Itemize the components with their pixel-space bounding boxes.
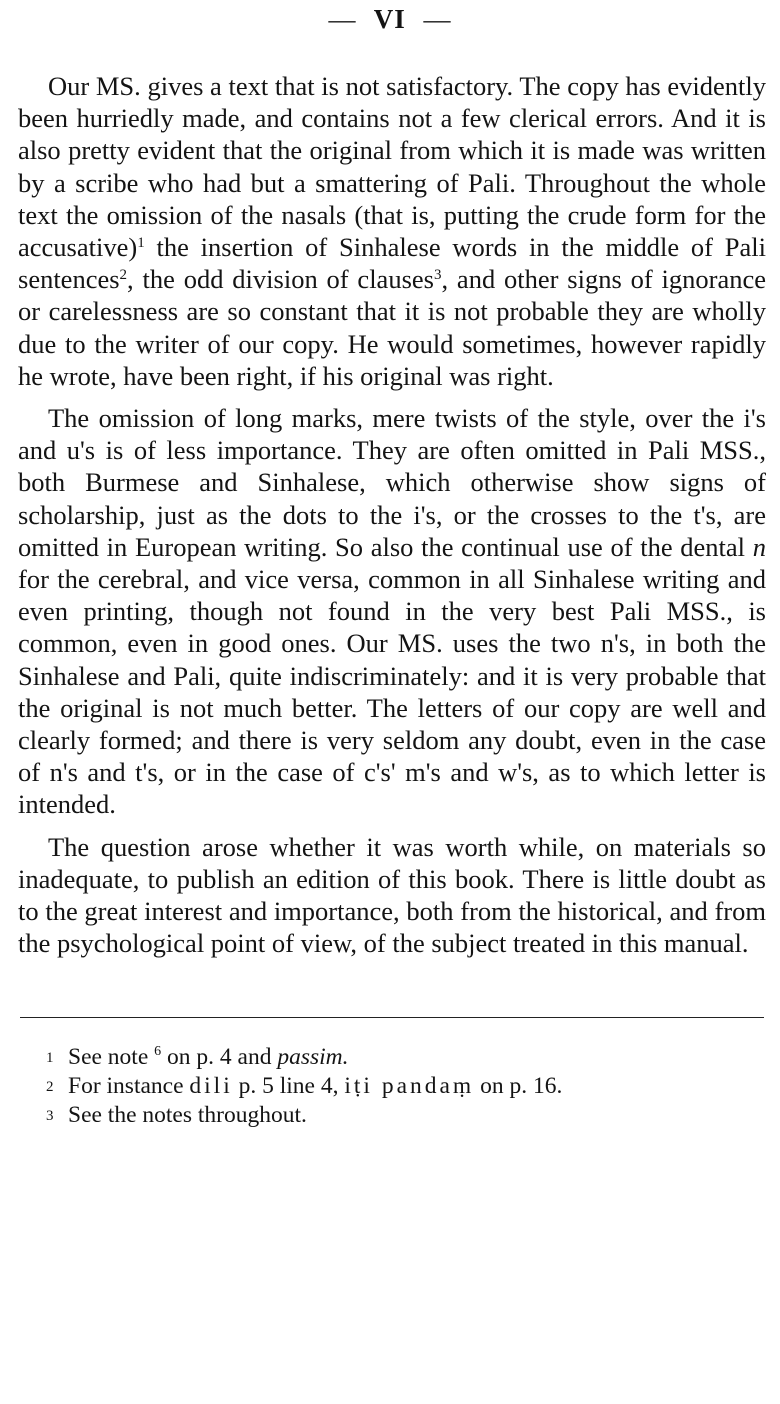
- footnote-3: [46, 1101, 766, 1130]
- footnote-ref-1: 1: [137, 235, 145, 252]
- footnote-1-text-a: See note: [68, 1044, 155, 1070]
- footnote-2-spaced-word-1: dili: [189, 1073, 233, 1099]
- footnote-2-spaced-word-2: iṭi pandaṃ: [344, 1073, 475, 1099]
- footnote-1-superscript: 6: [154, 1044, 162, 1059]
- footnote-ref-3: 3: [433, 267, 442, 284]
- footnote-ref-2: 2: [119, 267, 128, 284]
- footnote-1: [46, 1043, 766, 1072]
- footnote-2-text-a: For instance: [68, 1073, 190, 1099]
- paragraph-2-part-a: The omission of long marks, mere twists of the style, over the i's and u's is of less importance. They are often omitted in Pali MSS., both Burmese and Sinhalese, which otherwise show signs of scholarship, just as the dots to the i's, or the crosses to the t's, are omitted in European writing. So also the continual use of the dental: [18, 403, 766, 562]
- paragraph-3: [18, 831, 766, 960]
- paragraph-1-part-a: Our MS. gives a text that is not satisfactory. The copy has evidently been hurriedly made, and contains not a few clerical errors. And it is also pretty evident that the original from which it is made was written by a scribe who had but a smattering of Pali. Throughout the whole text the omission of the nasals (that is, putting the crude form for the accusative): [18, 71, 766, 263]
- footnote-2-text-b: p. 5 line 4,: [232, 1073, 345, 1099]
- paragraph-1: [18, 70, 766, 392]
- footnotes: [46, 1043, 766, 1130]
- page-header: [0, 4, 780, 35]
- paragraph-1-part-b: the insertion of Sinhalese words in the middle of Pali sentences: [18, 232, 766, 295]
- body-text: [18, 70, 766, 969]
- footnote-1-text-b: on p. 4 and: [161, 1044, 278, 1070]
- footnote-2-text-c: on p. 16.: [474, 1073, 563, 1099]
- paragraph-1-part-c: , the odd division of clauses: [127, 264, 434, 295]
- footnote-1-mark: 1: [46, 1050, 54, 1066]
- page-number: VI: [373, 4, 406, 34]
- paragraph-2: [18, 402, 766, 821]
- paragraph-1-part-d: , and other signs of ignorance or carelessness are so constant that it is not probable they are wholly due to the writer of our copy. He would sometimes, however rapidly he wrote, have been right, if his original was right.: [18, 264, 767, 391]
- header-left-dash: —: [328, 4, 357, 34]
- header-right-dash: —: [423, 4, 452, 34]
- paragraph-2-italic-n: n: [752, 531, 766, 562]
- footnote-2: [46, 1072, 766, 1101]
- paragraph-2-part-b: for the cerebral, and vice versa, common in all Sinhalese writing and even printing, though not found in the very best Pali MSS., is common, even in good ones. Our MS. uses the two n's, in both the Sinhalese and Pali, quite indiscriminately: and it is very probable that the original is not much better. The letters of our copy are well and clearly formed; and there is very seldom any doubt, even in the case of n's and t's, or in the case of c's' m's and w's, as to which letter is intended.: [18, 564, 766, 820]
- paragraph-3-part-a: The question arose whether it was worth while, on materials so inadequate, to publish an edition of this book. There is little doubt as to the great interest and importance, both from the historical, and from the psychological point of view, of the subject treated in this manual.: [18, 831, 766, 959]
- footnote-2-mark: 2: [46, 1079, 54, 1095]
- footnote-rule: [20, 1017, 764, 1018]
- footnote-3-mark: 3: [46, 1108, 54, 1124]
- footnote-1-italic: passim.: [277, 1044, 349, 1070]
- footnote-3-text-a: See the notes throughout.: [68, 1102, 307, 1128]
